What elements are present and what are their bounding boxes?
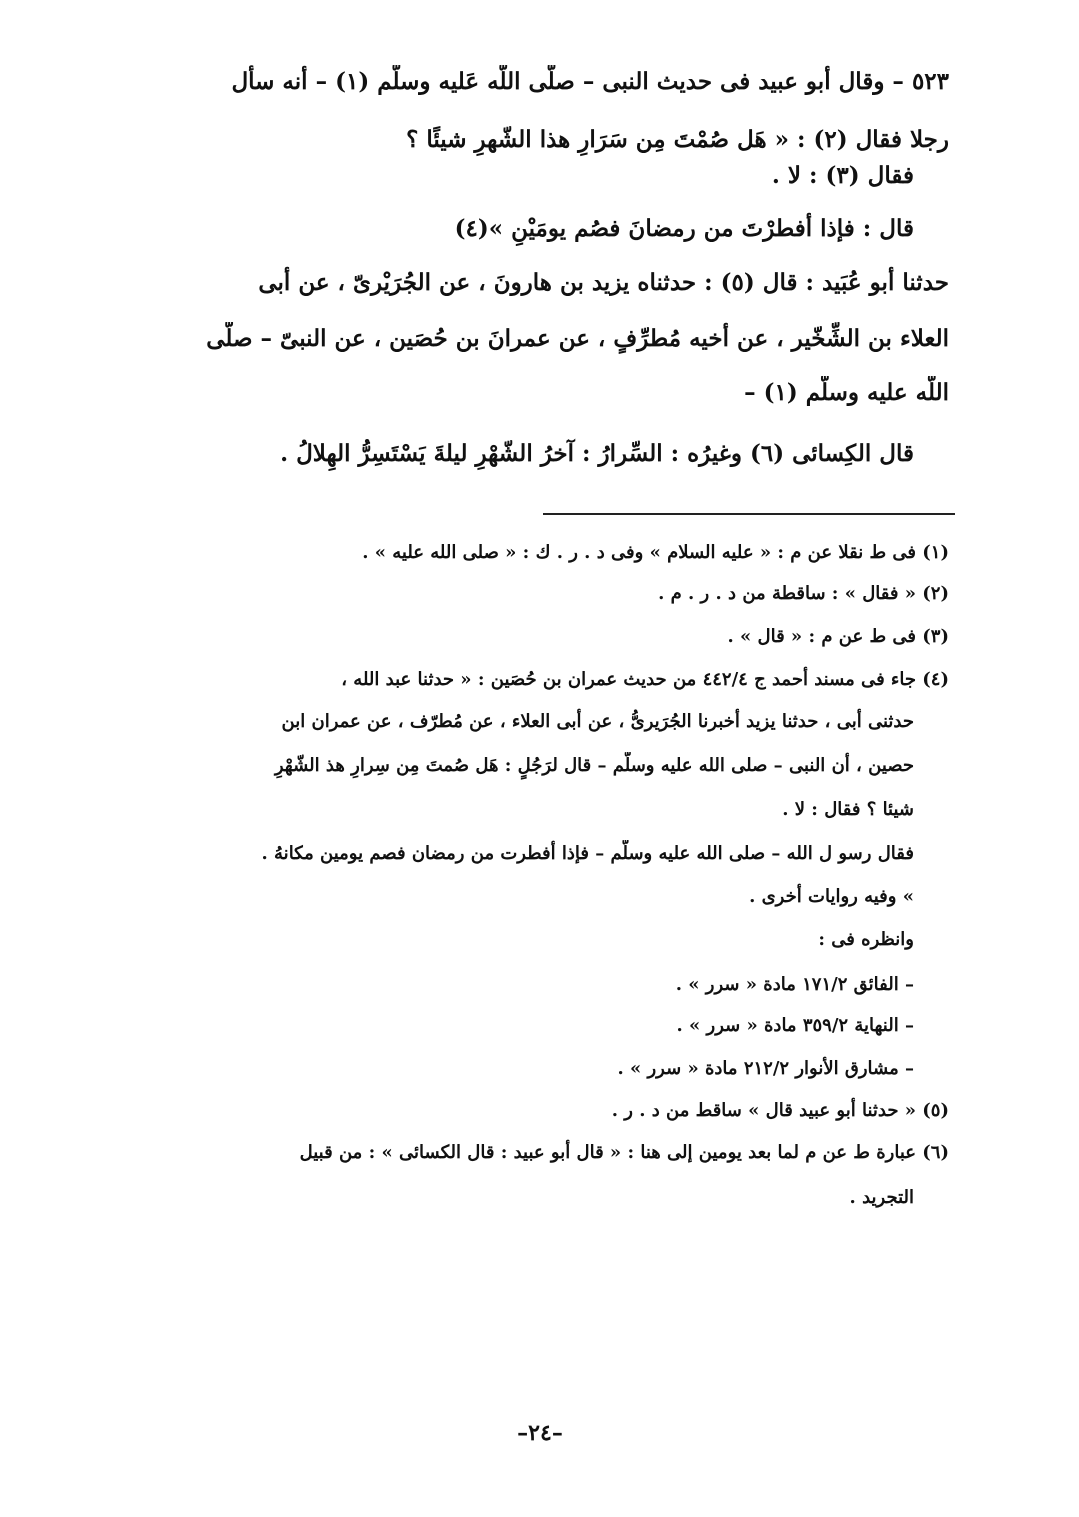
footnote-line: التجريد . <box>849 1187 914 1208</box>
page-number: –٢٤– <box>517 1420 563 1446</box>
footnote-line: شيئا ؟ فقال : لا . <box>782 799 914 820</box>
footnote-line: حدثنى أبى ، حدثنا يزيد أخبرنا الجُرَيرىُّ ، عن أبى العلاء ، عن مُطرّف ، عن عمران ابن <box>281 711 914 732</box>
main-text-line: حدثنا أبو عُبَيد : قال (٥) : حدثناه يزيد بن هارونَ ، عن الجُرَيْرىّ ، عن أبى <box>258 269 949 296</box>
main-text-line: ٥٢٣ – وقال أبو عبيد فى حديث النبى – صلّى اللّه عَليه وسلّم (١) – أنه سأل <box>231 68 949 95</box>
footnote-line: (٢) « فقال » : ساقطة من د . ر . م . <box>658 583 949 604</box>
footnote-line: حصين ، أن النبى – صلى الله عليه وسلّم – قال لرَجُلٍ : هَل صُمتَ مِن سِرارِ هذ الشّهْرِ <box>274 755 914 776</box>
footnote-line: (٣) فى ط عن م : « قال » . <box>727 626 949 647</box>
footnote-line: (٤) جاء فى مسند أحمد ج ٤٤٢/٤ من حديث عمران بن حُصَين : « حدثنا عبد الله ، <box>341 669 949 690</box>
main-text-line: فقال (٣) : لا . <box>771 162 914 189</box>
footnote-line: (٥) « حدثنا أبو عبيد قال » ساقط من د . ر . <box>611 1100 949 1121</box>
main-text-line: قال الكِسائى (٦) وغيرُه : السِّرارُ : آخرُ الشّهْرِ ليلةَ يَسْتَسِرُّ الهِلالُ . <box>280 440 914 467</box>
footnote-line: وانظره فى : <box>818 929 914 950</box>
footnote-line: » وفيه روايات أخرى . <box>749 886 914 907</box>
footnote-line: فقال رسو ل الله – صلى الله عليه وسلّم – فإذا أفطرت من رمضان فصم يومين مكانهُ . <box>261 843 914 864</box>
main-text-line: رجلا فقال (٢) : « هَل صُمْتَ مِن سَرَارِ هذا الشّهرِ شيئًا ؟ <box>406 126 949 153</box>
footnote-line: – الفائق ١٧١/٢ مادة « سرر » . <box>675 974 914 995</box>
main-text-line: اللّه عليه وسلّم (١) – <box>744 379 949 406</box>
footnote-separator <box>543 513 955 515</box>
main-text-line: العلاء بن الشِّخّير ، عن أخيه مُطرِّفٍ ، عن عمرانَ بن حُصَين ، عن النبىّ – صلّى <box>206 325 949 352</box>
main-text-line: قال : فإذا أفطرْتَ من رمضانَ فصُم يومَيْنِ »(٤) <box>454 215 914 242</box>
footnote-line: (١) فى ط نقلا عن م : « عليه السلام » وفى د . ر . ك : « صلى الله عليه » . <box>362 542 949 563</box>
footnote-line: – مشارق الأنوار ٢١٢/٢ مادة « سرر » . <box>617 1058 914 1079</box>
footnote-line: (٦) عبارة ط عن م لما بعد يومين إلى هنا : « قال أبو عبيد : قال الكسائى » : من قبيل <box>299 1142 949 1163</box>
footnote-line: – النهاية ٣٥٩/٢ مادة « سرر » . <box>676 1015 914 1036</box>
